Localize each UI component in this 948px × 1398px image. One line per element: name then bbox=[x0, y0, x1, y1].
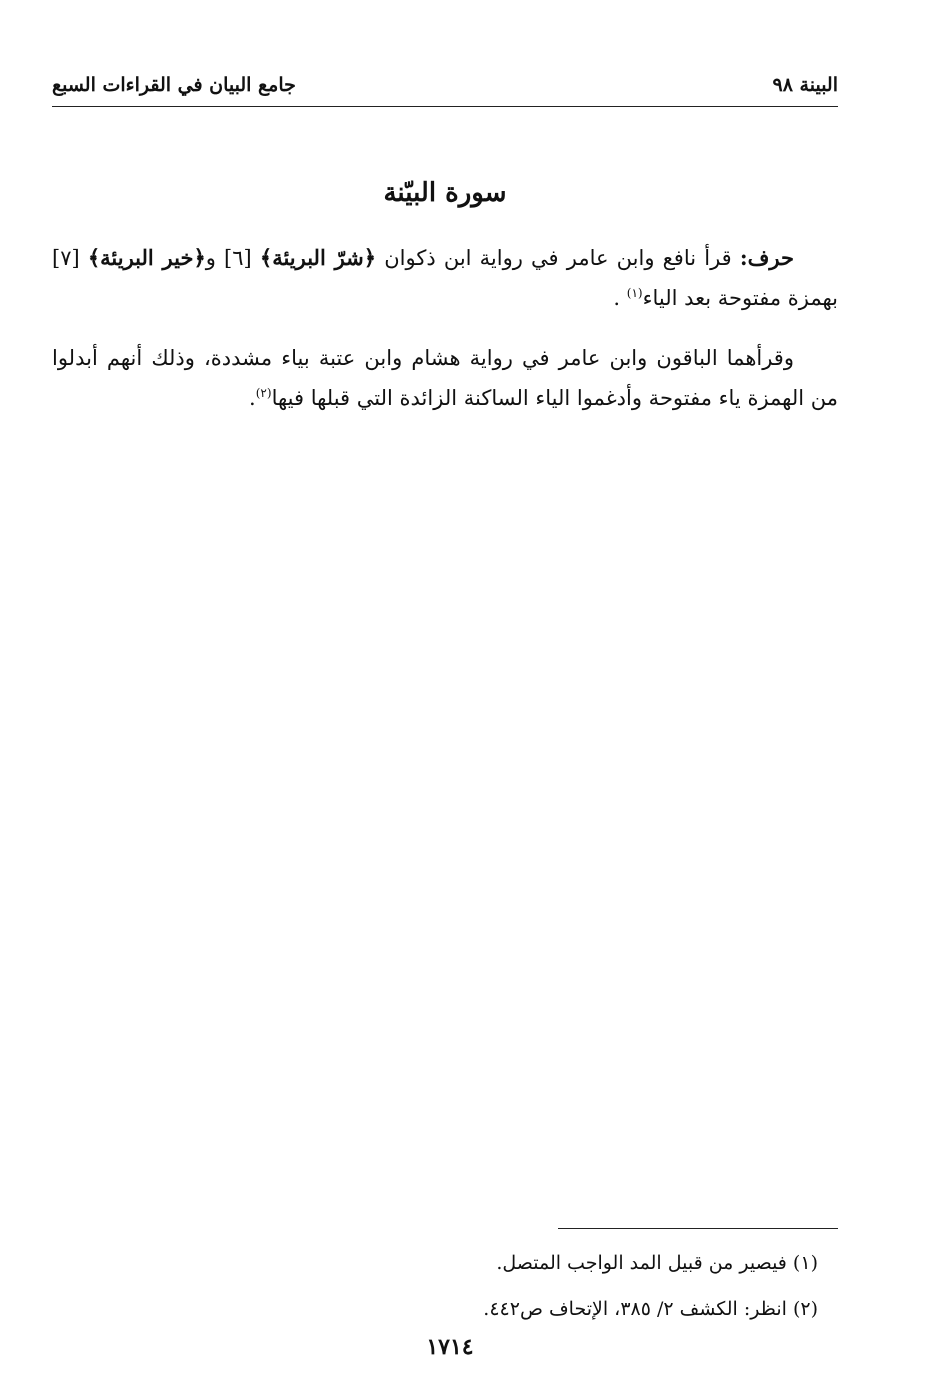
page-number: ١٧١٤ bbox=[426, 1334, 474, 1360]
footnote-1: (١) فيصير من قبيل المد الواجب المتصل. bbox=[496, 1252, 818, 1274]
paragraph-1-end: . bbox=[613, 286, 627, 310]
paragraph-2 bbox=[52, 338, 838, 418]
surah-page-label: البينة ٩٨ bbox=[772, 74, 838, 96]
paragraph-1-text-b: [٦] و bbox=[205, 246, 252, 270]
running-header bbox=[52, 70, 838, 107]
section-label: حرف: bbox=[739, 245, 794, 270]
paragraph-1-text-c: [٧] بهمزة مفتوحة بعد الياء bbox=[52, 246, 838, 310]
paragraph-1 bbox=[52, 238, 838, 318]
book-title: جامع البيان في القراءات السبع bbox=[52, 74, 296, 96]
footnote-separator bbox=[558, 1228, 838, 1229]
quran-quote-2: ﴿خير البريئة﴾ bbox=[87, 245, 206, 270]
footnote-ref-2: (٢) bbox=[255, 386, 272, 400]
surah-title: سورة البيّنة bbox=[383, 178, 507, 208]
quran-quote-1: ﴿شرّ البريئة﴾ bbox=[259, 245, 377, 270]
paragraph-2-text: وقرأهما الباقون وابن عامر في رواية هشام وابن عتبة بياء مشددة، وذلك أنهم أبدلوا من الهمزة ياء مفتوحة وأدغموا الياء الساكنة الزائدة التي قبلها فيها bbox=[52, 346, 838, 410]
footnote-2: (٢) انظر: الكشف ٢/ ٣٨٥، الإتحاف ص٤٤٢. bbox=[483, 1298, 818, 1320]
paragraph-2-end: . bbox=[249, 386, 256, 410]
paragraph-1-text-a: قرأ نافع وابن عامر في رواية ابن ذكوان bbox=[384, 246, 732, 270]
footnote-ref-1: (١) bbox=[626, 286, 643, 300]
